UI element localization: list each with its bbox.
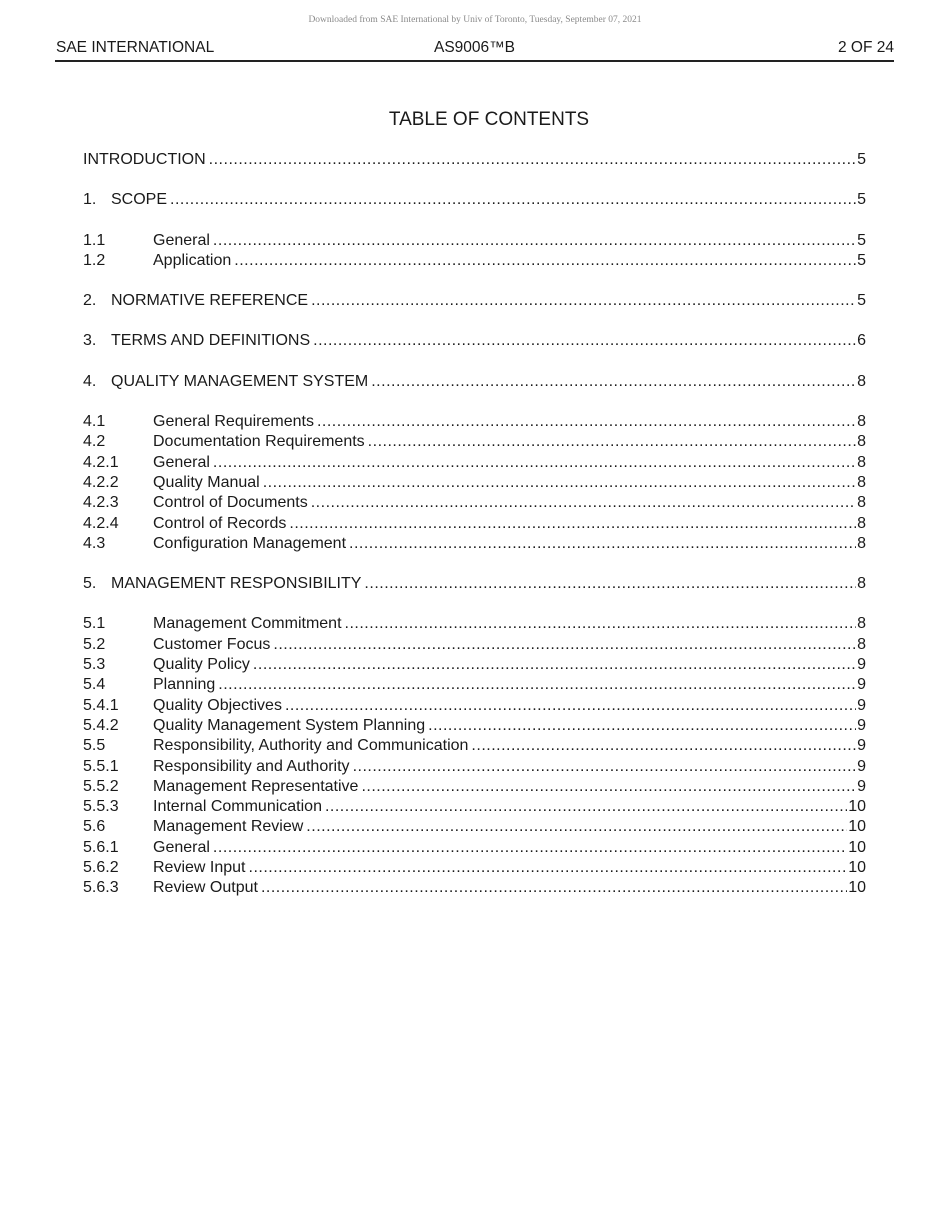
toc-leader-dots [428,717,856,735]
toc-entry[interactable] [83,717,866,737]
toc-entry-label: Management Representative [153,777,359,795]
toc-entry-number: 4.2.3 [83,494,119,512]
toc-leader-dots [209,151,856,169]
toc-entry[interactable] [83,494,866,514]
toc-leader-dots [253,656,856,674]
toc-leader-dots [361,778,856,796]
toc-entry-number: 4.2.1 [83,453,119,471]
toc-entry-number: 5.5 [83,737,106,755]
toc-entry-number: 2. [83,292,97,310]
toc-leader-dots [213,839,847,857]
toc-leader-dots [306,818,847,836]
toc-entry[interactable] [83,292,866,312]
toc-entry[interactable] [83,474,866,494]
toc-entry-label: Responsibility, Authority and Communication [153,737,469,755]
toc-entry[interactable] [83,839,866,859]
toc-entry-page: 8 [857,514,866,532]
toc-entry[interactable] [83,818,866,838]
toc-entry-label: Management Review [153,818,304,836]
toc-entry[interactable] [83,737,866,757]
toc-entry-number: 5.1 [83,615,106,633]
toc-entry-page: 8 [857,433,866,451]
toc-leader-dots [313,332,856,350]
toc-entry-page: 8 [857,635,866,653]
toc-entry-page: 9 [857,737,866,755]
toc-entry-number: 4.1 [83,413,106,431]
toc-entry-page: 10 [848,818,866,836]
toc-entry[interactable] [83,758,866,778]
toc-leader-dots [263,474,856,492]
toc-entry-label: Management Commitment [153,615,342,633]
toc-entry-label: QUALITY MANAGEMENT SYSTEM [111,372,369,390]
toc-entry[interactable] [83,191,866,211]
toc-entry-page: 5 [857,251,866,269]
toc-entry[interactable] [83,332,866,352]
toc-entry-number: 5.5.3 [83,798,119,816]
toc-entry-number: 3. [83,332,97,350]
toc-entry-number: 5.3 [83,656,106,674]
toc-leader-dots [234,252,856,270]
page-header [55,38,894,62]
toc-entry-label: Quality Management System Planning [153,716,426,734]
toc-entry-page: 8 [857,534,866,552]
toc-entry[interactable] [83,252,866,272]
toc-entry-number: 4. [83,372,97,390]
toc-entry-number: 5.4 [83,676,106,694]
toc-entry-number: 5.6.3 [83,879,119,897]
toc-entry-page: 8 [857,575,866,593]
toc-entry-number: 5.6.1 [83,838,119,856]
toc-entry-number: 4.2.4 [83,514,119,532]
toc-entry-page: 8 [857,453,866,471]
toc-leader-dots [261,879,847,897]
toc-title: TABLE OF CONTENTS [388,109,590,130]
toc-entry[interactable] [83,373,866,393]
toc-entry-page: 10 [848,798,866,816]
toc-leader-dots [311,494,856,512]
toc-entry-page: 5 [857,151,866,168]
toc-entry-page: 8 [857,473,866,491]
toc-entry-number: 5.4.1 [83,696,119,714]
toc-leader-dots [273,636,856,654]
toc-entry[interactable] [83,615,866,635]
toc-entry-page: 5 [857,292,866,310]
toc-entry-page: 5 [857,231,866,249]
toc-entry-page: 10 [848,859,866,877]
toc-entry-number: 1.2 [83,251,106,269]
toc-entry-label: Quality Manual [153,473,260,491]
toc-entry-number: 4.2.2 [83,473,119,491]
toc-entry-label: General Requirements [153,413,314,431]
toc-entry-page: 10 [848,838,866,856]
toc-leader-dots [353,758,857,776]
toc-entry[interactable] [83,676,866,696]
toc-entry[interactable] [83,879,866,899]
toc-entry-number: 1.1 [83,231,106,249]
toc-entry-label: NORMATIVE REFERENCE [111,292,309,310]
toc-entry-page: 9 [857,757,866,775]
toc-entry-page: 8 [857,494,866,512]
toc-entry-label: INTRODUCTION [83,151,206,168]
toc-entry-label: SCOPE [111,191,168,209]
toc-leader-dots [311,292,856,310]
toc-entry-label: Review Input [153,859,246,877]
toc-entry[interactable] [83,151,866,171]
toc-entry-label: Quality Policy [153,656,250,674]
toc-entry-label: Review Output [153,879,258,897]
toc-leader-dots [345,615,857,633]
toc-leader-dots [371,373,856,391]
toc-entry[interactable] [83,636,866,656]
toc-entry-page: 10 [848,879,866,897]
toc-entry-page: 5 [857,191,866,209]
header-publisher: SAE INTERNATIONAL [56,39,215,56]
toc-entry[interactable] [83,535,866,555]
toc-entry-page: 9 [857,656,866,674]
toc-entry-label: General [153,453,210,471]
toc-entry-label: General [153,838,210,856]
toc-entry-number: 5.2 [83,635,106,653]
toc-entry-number: 5. [83,575,97,593]
toc-entry[interactable] [83,515,866,535]
toc-leader-dots [349,535,856,553]
toc-leader-dots [249,859,848,877]
toc-leader-dots [471,737,856,755]
toc-entry-number: 4.2 [83,433,106,451]
toc-leader-dots [213,454,856,472]
toc-entry-label: Customer Focus [153,635,271,653]
toc-entry[interactable] [83,575,866,595]
toc-entry[interactable] [83,798,866,818]
toc-entry-page: 9 [857,676,866,694]
download-watermark: Downloaded from SAE International by Univ of Toronto, Tuesday, September 07, 2021 [308,15,642,25]
toc-entry-page: 8 [857,615,866,633]
toc-entry-number: 5.5.1 [83,757,119,775]
toc-entry[interactable] [83,413,866,433]
toc-entry[interactable] [83,656,866,676]
table-of-contents [83,151,866,900]
toc-entry[interactable] [83,232,866,252]
toc-entry-label: Internal Communication [153,798,322,816]
toc-entry-label: Control of Records [153,514,287,532]
toc-entry[interactable] [83,697,866,717]
toc-leader-dots [170,191,856,209]
toc-entry-page: 8 [857,413,866,431]
toc-entry-page: 6 [857,332,866,350]
toc-entry-page: 9 [857,777,866,795]
toc-entry-label: TERMS AND DEFINITIONS [111,332,311,350]
toc-entry[interactable] [83,859,866,879]
toc-entry-number: 4.3 [83,534,106,552]
toc-leader-dots [364,575,856,593]
toc-entry-page: 9 [857,696,866,714]
toc-leader-dots [325,798,847,816]
toc-leader-dots [218,676,856,694]
header-document-id: AS9006™B [434,39,515,56]
toc-leader-dots [317,413,856,431]
toc-entry-label: Responsibility and Authority [153,757,350,775]
toc-entry-label: MANAGEMENT RESPONSIBILITY [111,575,362,593]
toc-leader-dots [213,232,856,250]
toc-entry-label: Documentation Requirements [153,433,365,451]
toc-entry[interactable] [83,433,866,453]
toc-entry-label: Control of Documents [153,494,308,512]
toc-entry[interactable] [83,454,866,474]
toc-entry-page: 8 [857,372,866,390]
toc-entry-label: Application [153,251,232,269]
toc-entry-label: Planning [153,676,216,694]
toc-entry-number: 1. [83,191,97,209]
header-page-number: 2 OF 24 [838,39,894,56]
toc-entry-number: 5.4.2 [83,716,119,734]
toc-entry-number: 5.5.2 [83,777,119,795]
toc-entry-label: Configuration Management [153,534,347,552]
toc-leader-dots [289,515,856,533]
toc-entry-label: Quality Objectives [153,696,282,714]
toc-entry-page: 9 [857,716,866,734]
toc-entry[interactable] [83,778,866,798]
toc-leader-dots [368,433,856,451]
toc-entry-number: 5.6 [83,818,106,836]
toc-entry-label: General [153,231,210,249]
toc-entry-number: 5.6.2 [83,859,119,877]
toc-leader-dots [285,697,856,715]
